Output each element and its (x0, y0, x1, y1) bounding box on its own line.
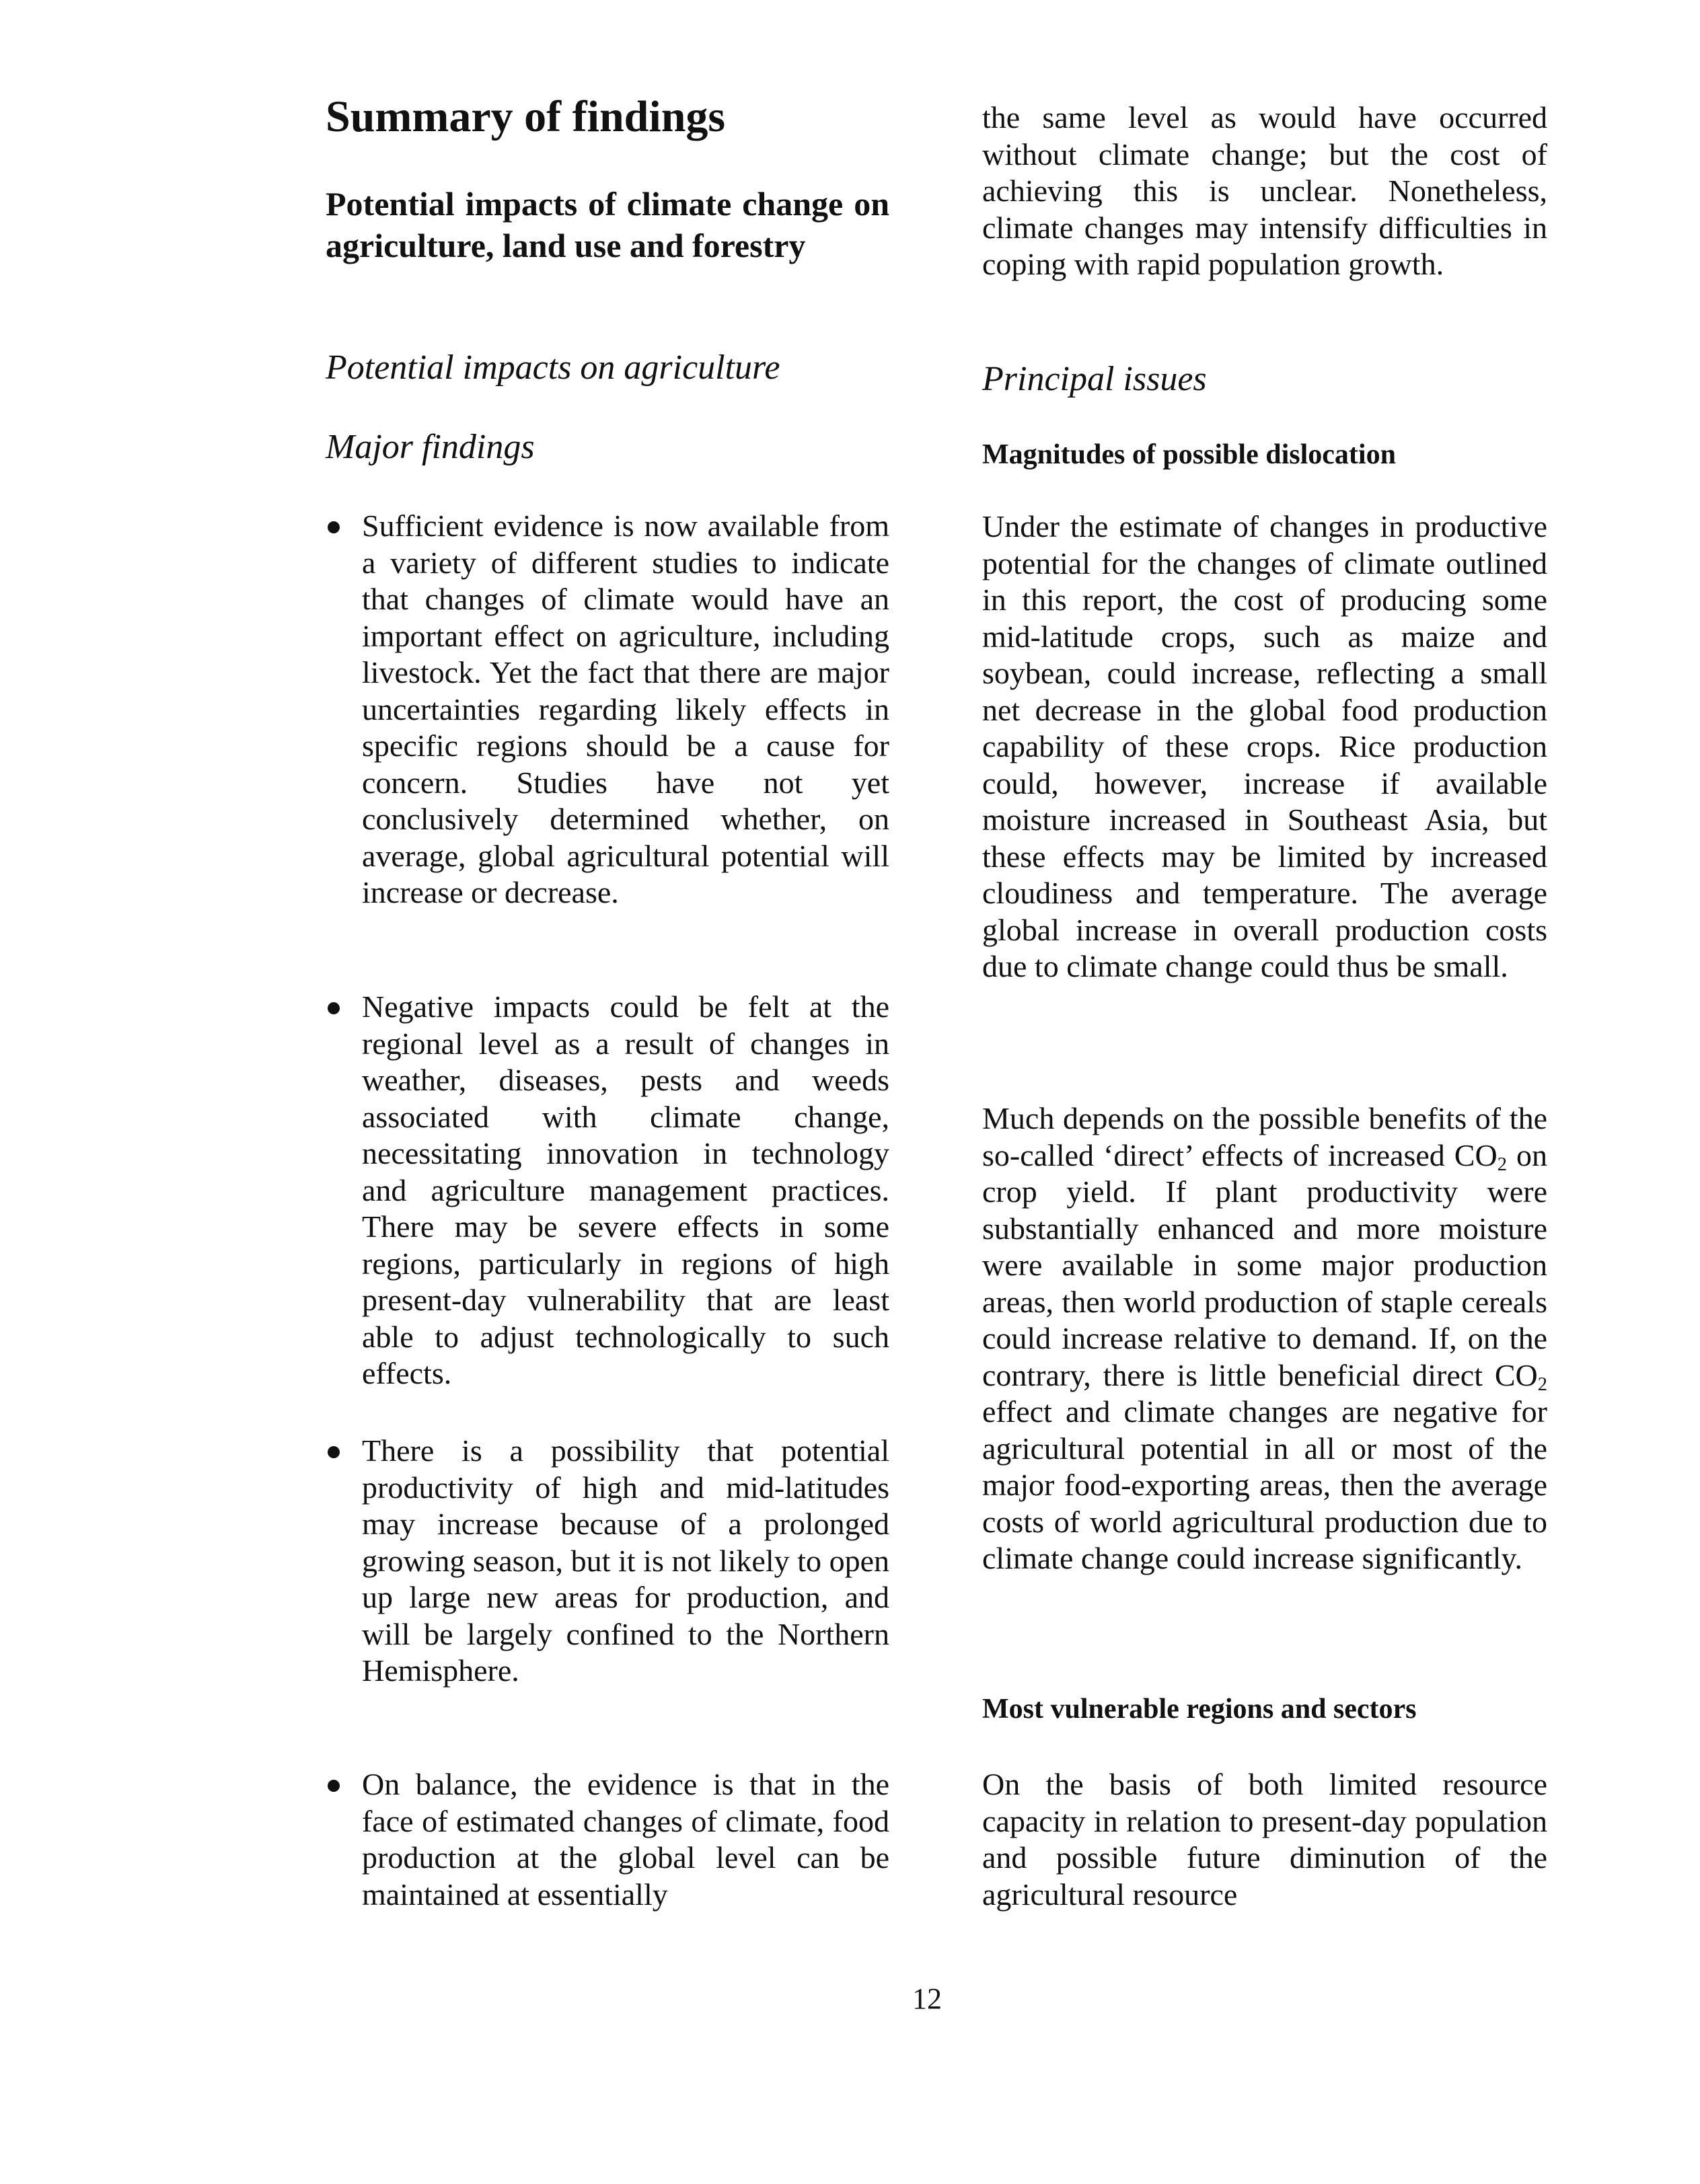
paragraph-vulnerable-regions: On the basis of both limited resource capacity in relation to present-day population and possible future diminution of the agricultural resource (982, 1767, 1547, 1912)
bullet-icon (328, 1780, 340, 1792)
bullet-icon (328, 521, 340, 533)
list-item (326, 989, 889, 1392)
subheading-major-findings: Major findings (326, 428, 535, 466)
list-item (326, 1766, 889, 1913)
bullet-icon (328, 1446, 340, 1458)
paragraph-co2-effects (982, 1100, 1547, 1577)
list-item-text: There is a possibility that potential productivity of high and mid-latitudes may increase because of a prolonged growing season, but it is not likely to open up large new areas for production, and will be largely confined to the Northern Hemisphere. (362, 1433, 889, 1688)
co2-text-part-3: effect and climate changes are negative for agricultural potential in all or most of the major food-exporting areas, then the average costs of world agricultural production due to climate change could increase significantly. (982, 1394, 1547, 1575)
list-item-text: On balance, the evidence is that in the face of estimated changes of climate, food production at the global level can be maintained at essentially (362, 1767, 889, 1912)
list-item (326, 508, 889, 911)
subsection-heading-principal-issues: Principal issues (982, 360, 1207, 398)
list-item (326, 1433, 889, 1690)
co2-subscript: 2 (1537, 1373, 1547, 1395)
co2-text-part-2: on crop yield. If plant productivity were substantially enhanced and more moisture were available in some major production areas, then world production of staple cereals could increase relative to demand. If, on the contrary, there is little beneficial direct CO (982, 1137, 1548, 1392)
list-item-text: Negative impacts could be felt at the regional level as a result of changes in weather, diseases, pests and weeds associated with climate change, necessitating innovation in technology and agriculture management practices. There may be severe effects in some regions, particularly in regions of high present-day vulnerability that are least able to adjust technologically to such effects. (362, 989, 889, 1390)
subsection-heading-agriculture: Potential impacts on agriculture (326, 348, 780, 387)
co2-text-part-1: Much depends on the possible benefits of the so-called ‘direct’ effects of increased CO (982, 1101, 1547, 1172)
page-number: 12 (912, 1982, 942, 2015)
co2-subscript: 2 (1497, 1154, 1507, 1175)
heading-dislocation: Magnitudes of possible dislocation (982, 439, 1396, 470)
page-title: Summary of findings (326, 92, 726, 141)
section-title: Potential impacts of climate change on agriculture, land use and forestry (326, 185, 889, 264)
heading-vulnerable-regions: Most vulnerable regions and sectors (982, 1694, 1417, 1725)
continuation-paragraph: the same level as would have occurred without climate change; but the cost of achieving this is unclear. Nonetheless, climate changes may intensify difficulties in coping with rapid population growth. (982, 100, 1547, 281)
paragraph-dislocation: Under the estimate of changes in productive potential for the changes of climate outlined in this report, the cost of producing some mid-latitude crops, such as maize and soybean, could increase, reflecting a small net decrease in the global food production capability of these crops. Rice production could, however, increase if available moisture increased in Southeast Asia, but these effects may be limited by increased cloudiness and temperature. The average global increase in overall production costs due to climate change could thus be small. (982, 509, 1547, 983)
bullet-icon (328, 1002, 340, 1014)
list-item-text: Sufficient evidence is now available from a variety of different studies to indicate that changes of climate would have an important effect on agriculture, including livestock. Yet the fact that there are major uncertainties regarding likely effects in specific regions should be a cause for concern. Studies have not yet conclusively determined whether, on average, global agricultural potential will increase or decrease. (362, 509, 889, 909)
